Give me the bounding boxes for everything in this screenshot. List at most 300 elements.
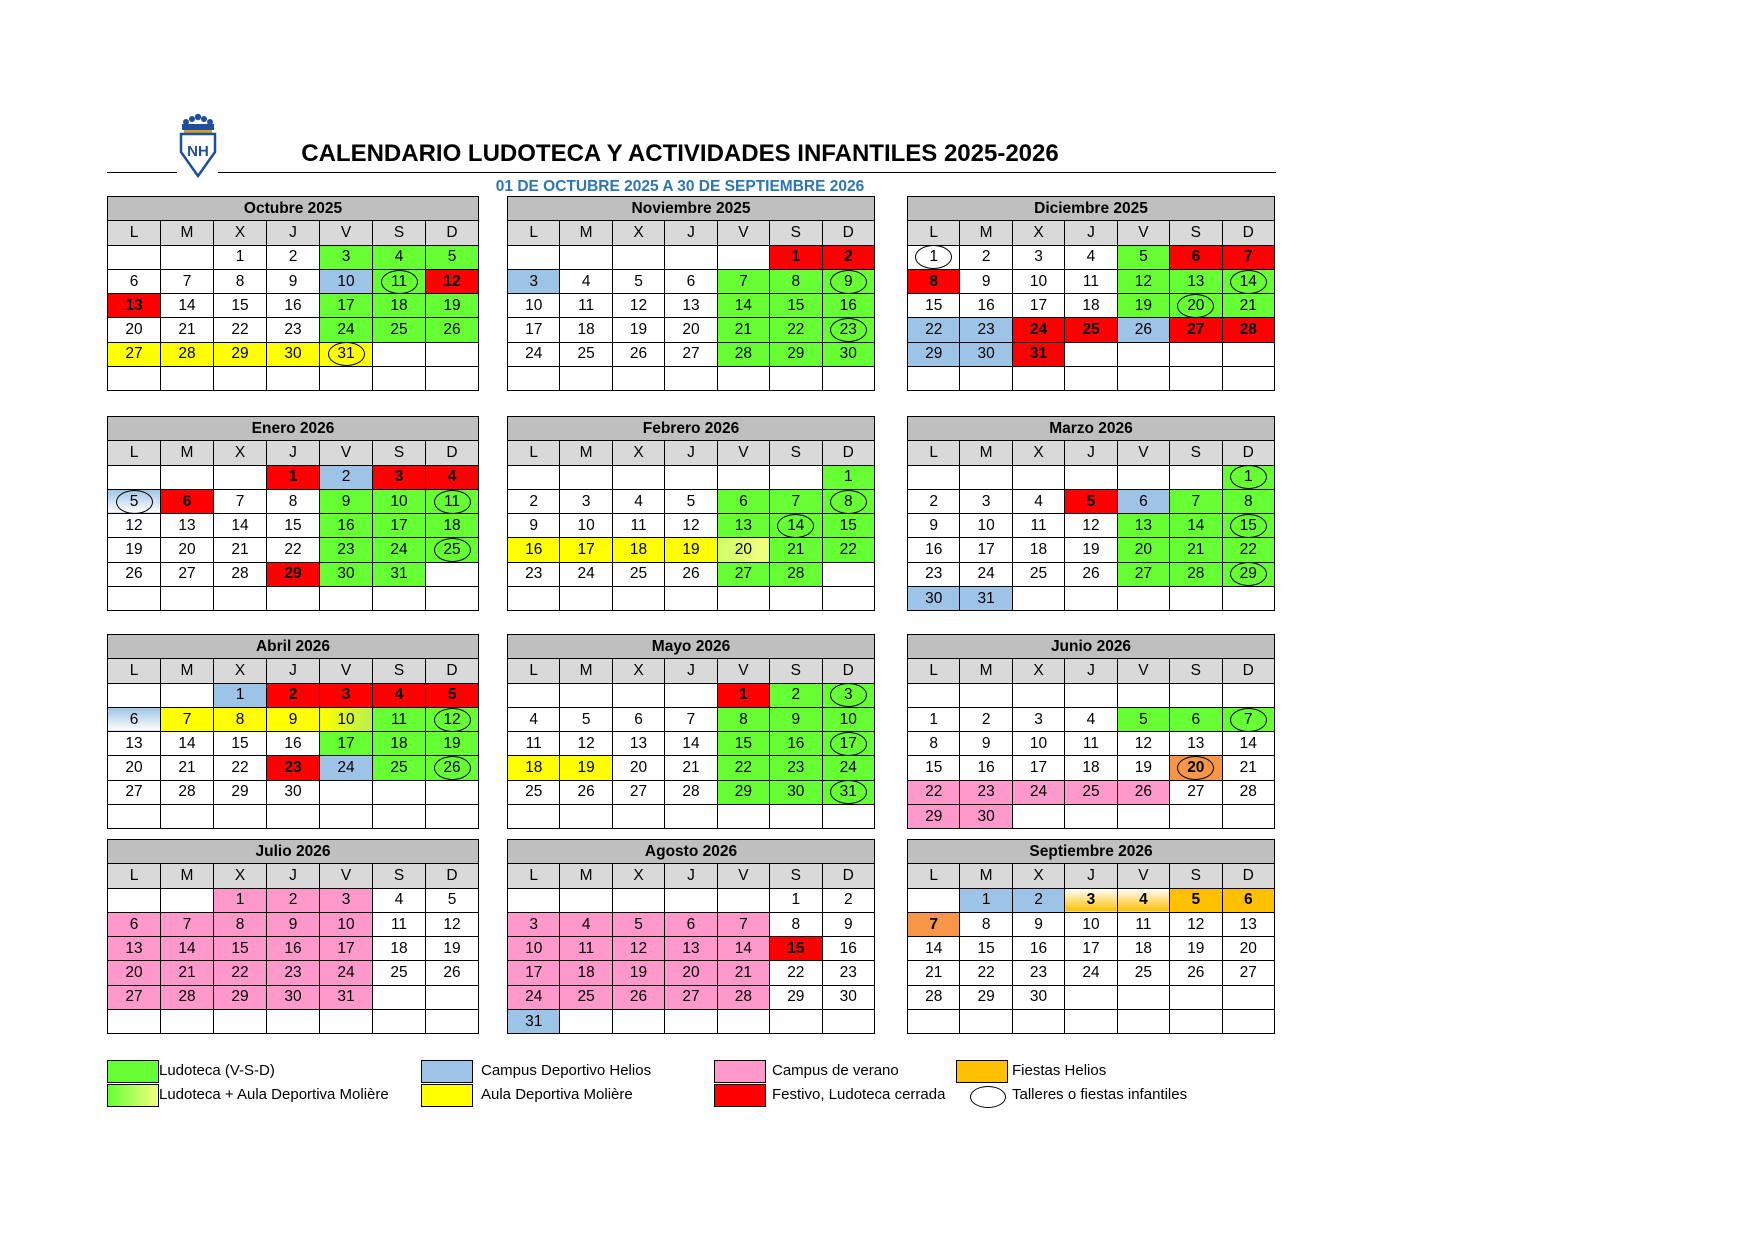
weekday-header: V bbox=[1117, 221, 1169, 245]
week-row bbox=[108, 562, 479, 586]
empty-cell bbox=[320, 1010, 373, 1034]
week-row bbox=[108, 961, 479, 985]
day-cell: 3 bbox=[960, 489, 1012, 513]
empty-cell bbox=[373, 780, 426, 804]
week-row bbox=[108, 888, 479, 912]
empty-cell bbox=[508, 465, 560, 489]
day-cell: 3 bbox=[1012, 707, 1064, 731]
day-cell: 22 bbox=[822, 538, 874, 562]
day-cell: 15 bbox=[960, 937, 1012, 961]
empty-cell bbox=[1222, 367, 1274, 391]
week-row bbox=[108, 465, 479, 489]
day-cell: 10 bbox=[508, 294, 560, 318]
day-cell: 5 bbox=[1117, 245, 1169, 269]
week-row bbox=[108, 937, 479, 961]
empty-cell bbox=[822, 367, 874, 391]
weekday-header: D bbox=[426, 221, 479, 245]
legend-swatch-campus-verano bbox=[714, 1060, 766, 1083]
day-cell: 21 bbox=[214, 538, 267, 562]
day-cell: 17 bbox=[960, 538, 1012, 562]
empty-cell bbox=[108, 1010, 161, 1034]
empty-cell bbox=[508, 367, 560, 391]
day-cell: 16 bbox=[320, 514, 373, 538]
day-cell: 7 bbox=[161, 912, 214, 936]
day-cell: 3 bbox=[320, 888, 373, 912]
day-cell: 12 bbox=[612, 937, 664, 961]
day-cell: 15 bbox=[214, 294, 267, 318]
empty-cell bbox=[1222, 342, 1274, 366]
crown-icon bbox=[182, 114, 214, 133]
day-cell: 1 bbox=[214, 888, 267, 912]
empty-cell bbox=[960, 465, 1012, 489]
svg-text:NH: NH bbox=[187, 143, 209, 160]
day-cell: 29 bbox=[908, 342, 960, 366]
day-cell: 13 bbox=[1117, 514, 1169, 538]
day-cell: 25 bbox=[373, 318, 426, 342]
day-cell: 8 bbox=[214, 707, 267, 731]
weekday-header: L bbox=[508, 221, 560, 245]
day-cell: 12 bbox=[1117, 732, 1169, 756]
week-row bbox=[108, 367, 479, 391]
empty-cell bbox=[665, 587, 717, 611]
day-cell: 3 bbox=[508, 269, 560, 293]
weekday-header: J bbox=[1065, 659, 1117, 683]
empty-cell bbox=[960, 1010, 1012, 1034]
day-cell: 31 bbox=[373, 562, 426, 586]
weekday-header: J bbox=[267, 864, 320, 888]
weekday-header: V bbox=[1117, 441, 1169, 465]
empty-cell bbox=[717, 888, 769, 912]
month-calendar-junio-2026 bbox=[907, 634, 1275, 829]
weekday-header: X bbox=[612, 221, 664, 245]
day-cell: 9 bbox=[267, 707, 320, 731]
day-cell: 7 bbox=[717, 912, 769, 936]
page-title: CALENDARIO LUDOTECA Y ACTIVIDADES INFANTILES 2025-2026 bbox=[301, 140, 1059, 167]
week-row bbox=[108, 912, 479, 936]
day-cell: 25 bbox=[373, 756, 426, 780]
day-cell: 14 bbox=[161, 732, 214, 756]
empty-cell bbox=[1012, 805, 1064, 829]
day-cell: 15 bbox=[214, 732, 267, 756]
day-cell: 16 bbox=[770, 732, 822, 756]
week-row bbox=[508, 683, 875, 707]
empty-cell bbox=[612, 888, 664, 912]
day-cell: 19 bbox=[1117, 756, 1169, 780]
month-title: Agosto 2026 bbox=[508, 840, 875, 864]
day-cell: 15 bbox=[1222, 514, 1274, 538]
weekday-header: V bbox=[717, 441, 769, 465]
empty-cell bbox=[1117, 342, 1169, 366]
week-row bbox=[908, 489, 1275, 513]
weekday-header: D bbox=[822, 659, 874, 683]
day-cell: 26 bbox=[426, 961, 479, 985]
empty-cell bbox=[108, 245, 161, 269]
day-cell: 30 bbox=[822, 985, 874, 1009]
day-cell: 8 bbox=[267, 489, 320, 513]
day-cell: 14 bbox=[908, 937, 960, 961]
day-cell: 2 bbox=[822, 888, 874, 912]
weekday-header: V bbox=[320, 441, 373, 465]
empty-cell bbox=[717, 465, 769, 489]
day-cell: 16 bbox=[508, 538, 560, 562]
empty-cell bbox=[508, 587, 560, 611]
weekday-header: M bbox=[960, 659, 1012, 683]
day-cell: 27 bbox=[108, 985, 161, 1009]
empty-cell bbox=[960, 683, 1012, 707]
empty-cell bbox=[770, 1010, 822, 1034]
day-cell: 22 bbox=[770, 318, 822, 342]
day-cell: 21 bbox=[1222, 756, 1274, 780]
empty-cell bbox=[1117, 1010, 1169, 1034]
day-cell: 29 bbox=[960, 985, 1012, 1009]
day-cell: 21 bbox=[1170, 538, 1222, 562]
weekday-header: M bbox=[560, 864, 612, 888]
empty-cell bbox=[426, 780, 479, 804]
day-cell: 11 bbox=[373, 269, 426, 293]
day-cell: 30 bbox=[770, 780, 822, 804]
day-cell: 22 bbox=[908, 780, 960, 804]
day-cell: 13 bbox=[612, 732, 664, 756]
weekday-header: D bbox=[426, 864, 479, 888]
day-cell: 17 bbox=[320, 294, 373, 318]
day-cell: 19 bbox=[1117, 294, 1169, 318]
week-row bbox=[508, 1010, 875, 1034]
day-cell: 8 bbox=[960, 912, 1012, 936]
day-cell: 26 bbox=[612, 342, 664, 366]
day-cell: 15 bbox=[770, 294, 822, 318]
day-cell: 26 bbox=[1065, 562, 1117, 586]
day-cell: 23 bbox=[960, 780, 1012, 804]
week-row bbox=[908, 294, 1275, 318]
empty-cell bbox=[1065, 367, 1117, 391]
empty-cell bbox=[373, 367, 426, 391]
day-cell: 1 bbox=[908, 707, 960, 731]
day-cell: 9 bbox=[508, 514, 560, 538]
day-cell: 20 bbox=[108, 756, 161, 780]
day-cell: 16 bbox=[908, 538, 960, 562]
day-cell: 6 bbox=[1170, 245, 1222, 269]
week-row bbox=[508, 538, 875, 562]
day-cell: 1 bbox=[770, 888, 822, 912]
empty-cell bbox=[267, 805, 320, 829]
empty-cell bbox=[320, 587, 373, 611]
day-cell: 8 bbox=[214, 269, 267, 293]
day-cell: 3 bbox=[320, 245, 373, 269]
day-cell: 19 bbox=[426, 937, 479, 961]
day-cell: 13 bbox=[1170, 269, 1222, 293]
day-cell: 17 bbox=[822, 732, 874, 756]
month-calendar-enero-2026 bbox=[107, 416, 479, 611]
legend-swatch-campus-helios bbox=[421, 1060, 473, 1083]
day-cell: 6 bbox=[108, 269, 161, 293]
day-cell: 25 bbox=[560, 985, 612, 1009]
day-cell: 9 bbox=[960, 732, 1012, 756]
weekday-header: S bbox=[1170, 441, 1222, 465]
day-cell: 19 bbox=[426, 294, 479, 318]
day-cell: 27 bbox=[108, 342, 161, 366]
day-cell: 23 bbox=[320, 538, 373, 562]
day-cell: 15 bbox=[908, 756, 960, 780]
legend-swatch-ludoteca-aula bbox=[107, 1084, 159, 1107]
day-cell: 9 bbox=[960, 269, 1012, 293]
day-cell: 22 bbox=[214, 756, 267, 780]
empty-cell bbox=[1065, 805, 1117, 829]
weekday-header: M bbox=[560, 659, 612, 683]
day-cell: 2 bbox=[1012, 888, 1064, 912]
day-cell: 6 bbox=[108, 912, 161, 936]
legend-swatch-aula-moliere bbox=[421, 1084, 473, 1107]
day-cell: 4 bbox=[1065, 707, 1117, 731]
day-cell: 14 bbox=[161, 294, 214, 318]
empty-cell bbox=[1170, 367, 1222, 391]
empty-cell bbox=[161, 245, 214, 269]
day-cell: 15 bbox=[267, 514, 320, 538]
day-cell: 12 bbox=[426, 707, 479, 731]
empty-cell bbox=[214, 367, 267, 391]
day-cell: 28 bbox=[161, 780, 214, 804]
empty-cell bbox=[612, 465, 664, 489]
weekday-header: X bbox=[214, 441, 267, 465]
weekday-header: X bbox=[612, 659, 664, 683]
weekday-header: S bbox=[373, 441, 426, 465]
week-row bbox=[508, 269, 875, 293]
day-cell: 21 bbox=[161, 961, 214, 985]
day-cell: 18 bbox=[373, 294, 426, 318]
empty-cell bbox=[1222, 587, 1274, 611]
weekday-header: V bbox=[320, 659, 373, 683]
empty-cell bbox=[108, 587, 161, 611]
day-cell: 13 bbox=[1170, 732, 1222, 756]
day-cell: 30 bbox=[960, 342, 1012, 366]
legend-label-campus-verano: Campus de verano bbox=[772, 1062, 899, 1079]
empty-cell bbox=[822, 587, 874, 611]
weekday-header: M bbox=[161, 221, 214, 245]
day-cell: 23 bbox=[770, 756, 822, 780]
day-cell: 18 bbox=[560, 318, 612, 342]
legend-label-fiestas-helios: Fiestas Helios bbox=[1012, 1062, 1107, 1079]
day-cell: 26 bbox=[560, 780, 612, 804]
day-cell: 26 bbox=[426, 318, 479, 342]
weekday-header: S bbox=[770, 441, 822, 465]
empty-cell bbox=[426, 985, 479, 1009]
empty-cell bbox=[1170, 683, 1222, 707]
month-calendar-mayo-2026 bbox=[507, 634, 875, 829]
day-cell: 19 bbox=[426, 732, 479, 756]
day-cell: 22 bbox=[214, 318, 267, 342]
day-cell: 25 bbox=[508, 780, 560, 804]
day-cell: 20 bbox=[1222, 937, 1274, 961]
empty-cell bbox=[1170, 1010, 1222, 1034]
empty-cell bbox=[908, 465, 960, 489]
day-cell: 16 bbox=[267, 732, 320, 756]
day-cell: 14 bbox=[214, 514, 267, 538]
day-cell: 25 bbox=[1065, 318, 1117, 342]
legend-label-festivo: Festivo, Ludoteca cerrada bbox=[772, 1086, 946, 1103]
legend-swatch-ludoteca bbox=[107, 1060, 159, 1083]
day-cell: 13 bbox=[665, 937, 717, 961]
day-cell: 4 bbox=[373, 888, 426, 912]
weekday-header: S bbox=[373, 221, 426, 245]
week-row bbox=[908, 587, 1275, 611]
day-cell: 23 bbox=[508, 562, 560, 586]
week-row bbox=[108, 805, 479, 829]
day-cell: 30 bbox=[267, 985, 320, 1009]
day-cell: 20 bbox=[1170, 294, 1222, 318]
day-cell: 28 bbox=[214, 562, 267, 586]
day-cell: 26 bbox=[1117, 780, 1169, 804]
day-cell: 31 bbox=[508, 1010, 560, 1034]
week-row bbox=[508, 937, 875, 961]
day-cell: 23 bbox=[267, 318, 320, 342]
empty-cell bbox=[612, 587, 664, 611]
day-cell: 2 bbox=[508, 489, 560, 513]
day-cell: 16 bbox=[822, 294, 874, 318]
day-cell: 9 bbox=[770, 707, 822, 731]
empty-cell bbox=[1222, 985, 1274, 1009]
day-cell: 7 bbox=[1170, 489, 1222, 513]
weekday-header: L bbox=[508, 441, 560, 465]
day-cell: 22 bbox=[267, 538, 320, 562]
day-cell: 11 bbox=[560, 937, 612, 961]
weekday-header: S bbox=[770, 659, 822, 683]
day-cell: 11 bbox=[612, 514, 664, 538]
weekday-header: D bbox=[1222, 864, 1274, 888]
day-cell: 17 bbox=[508, 961, 560, 985]
day-cell: 7 bbox=[770, 489, 822, 513]
day-cell: 18 bbox=[1012, 538, 1064, 562]
day-cell: 10 bbox=[822, 707, 874, 731]
day-cell: 1 bbox=[908, 245, 960, 269]
weekday-header: V bbox=[1117, 864, 1169, 888]
weekday-header: J bbox=[267, 659, 320, 683]
day-cell: 4 bbox=[1012, 489, 1064, 513]
weekday-header: L bbox=[908, 221, 960, 245]
day-cell: 28 bbox=[1222, 780, 1274, 804]
weekday-header: J bbox=[1065, 221, 1117, 245]
day-cell: 4 bbox=[426, 465, 479, 489]
week-row bbox=[108, 780, 479, 804]
day-cell: 8 bbox=[1222, 489, 1274, 513]
day-cell: 19 bbox=[612, 961, 664, 985]
weekday-header: M bbox=[560, 441, 612, 465]
empty-cell bbox=[320, 805, 373, 829]
day-cell: 20 bbox=[1117, 538, 1169, 562]
day-cell: 31 bbox=[320, 342, 373, 366]
weekday-header: L bbox=[908, 659, 960, 683]
page-subtitle: 01 DE OCTUBRE 2025 A 30 DE SEPTIEMBRE 2026 bbox=[495, 178, 865, 195]
day-cell: 25 bbox=[426, 538, 479, 562]
week-row bbox=[508, 912, 875, 936]
month-title: Febrero 2026 bbox=[508, 417, 875, 441]
day-cell: 20 bbox=[1170, 756, 1222, 780]
day-cell: 8 bbox=[908, 732, 960, 756]
day-cell: 24 bbox=[508, 985, 560, 1009]
empty-cell bbox=[1117, 683, 1169, 707]
day-cell: 6 bbox=[717, 489, 769, 513]
day-cell: 21 bbox=[665, 756, 717, 780]
empty-cell bbox=[560, 245, 612, 269]
empty-cell bbox=[508, 888, 560, 912]
weekday-header: J bbox=[665, 441, 717, 465]
day-cell: 2 bbox=[908, 489, 960, 513]
week-row bbox=[508, 756, 875, 780]
day-cell: 20 bbox=[108, 318, 161, 342]
empty-cell bbox=[426, 1010, 479, 1034]
week-row bbox=[108, 514, 479, 538]
weekday-header: M bbox=[960, 441, 1012, 465]
month-calendar-septiembre-2026 bbox=[907, 839, 1275, 1034]
empty-cell bbox=[1170, 342, 1222, 366]
weekday-header: X bbox=[612, 864, 664, 888]
weekday-header: M bbox=[960, 864, 1012, 888]
day-cell: 2 bbox=[267, 888, 320, 912]
day-cell: 21 bbox=[717, 318, 769, 342]
empty-cell bbox=[665, 683, 717, 707]
weekday-header: M bbox=[560, 221, 612, 245]
day-cell: 27 bbox=[1170, 780, 1222, 804]
day-cell: 12 bbox=[426, 269, 479, 293]
day-cell: 4 bbox=[1065, 245, 1117, 269]
week-row bbox=[108, 985, 479, 1009]
day-cell: 26 bbox=[108, 562, 161, 586]
empty-cell bbox=[108, 888, 161, 912]
day-cell: 16 bbox=[822, 937, 874, 961]
empty-cell bbox=[612, 245, 664, 269]
week-row bbox=[108, 707, 479, 731]
empty-cell bbox=[1170, 985, 1222, 1009]
empty-cell bbox=[267, 587, 320, 611]
weekday-header: M bbox=[960, 221, 1012, 245]
empty-cell bbox=[1170, 805, 1222, 829]
day-cell: 13 bbox=[161, 514, 214, 538]
weekday-header: L bbox=[108, 864, 161, 888]
day-cell: 30 bbox=[320, 562, 373, 586]
month-title: Noviembre 2025 bbox=[508, 197, 875, 221]
day-cell: 5 bbox=[1065, 489, 1117, 513]
empty-cell bbox=[1065, 465, 1117, 489]
day-cell: 1 bbox=[267, 465, 320, 489]
empty-cell bbox=[770, 587, 822, 611]
week-row bbox=[908, 562, 1275, 586]
day-cell: 17 bbox=[1012, 294, 1064, 318]
weekday-header: S bbox=[373, 864, 426, 888]
day-cell: 27 bbox=[161, 562, 214, 586]
weekday-header: X bbox=[214, 221, 267, 245]
day-cell: 28 bbox=[1170, 562, 1222, 586]
empty-cell bbox=[161, 888, 214, 912]
empty-cell bbox=[1065, 1010, 1117, 1034]
empty-cell bbox=[612, 805, 664, 829]
day-cell: 13 bbox=[108, 294, 161, 318]
day-cell: 27 bbox=[108, 780, 161, 804]
empty-cell bbox=[1117, 587, 1169, 611]
day-cell: 11 bbox=[426, 489, 479, 513]
empty-cell bbox=[161, 465, 214, 489]
week-row bbox=[508, 732, 875, 756]
month-calendar-marzo-2026 bbox=[907, 416, 1275, 611]
weekday-header: M bbox=[161, 441, 214, 465]
day-cell: 16 bbox=[267, 937, 320, 961]
empty-cell bbox=[717, 245, 769, 269]
day-cell: 10 bbox=[373, 489, 426, 513]
week-row bbox=[908, 888, 1275, 912]
weekday-header: X bbox=[1012, 659, 1064, 683]
day-cell: 10 bbox=[960, 514, 1012, 538]
week-row bbox=[908, 514, 1275, 538]
empty-cell bbox=[770, 805, 822, 829]
empty-cell bbox=[822, 562, 874, 586]
weekday-header: M bbox=[161, 659, 214, 683]
